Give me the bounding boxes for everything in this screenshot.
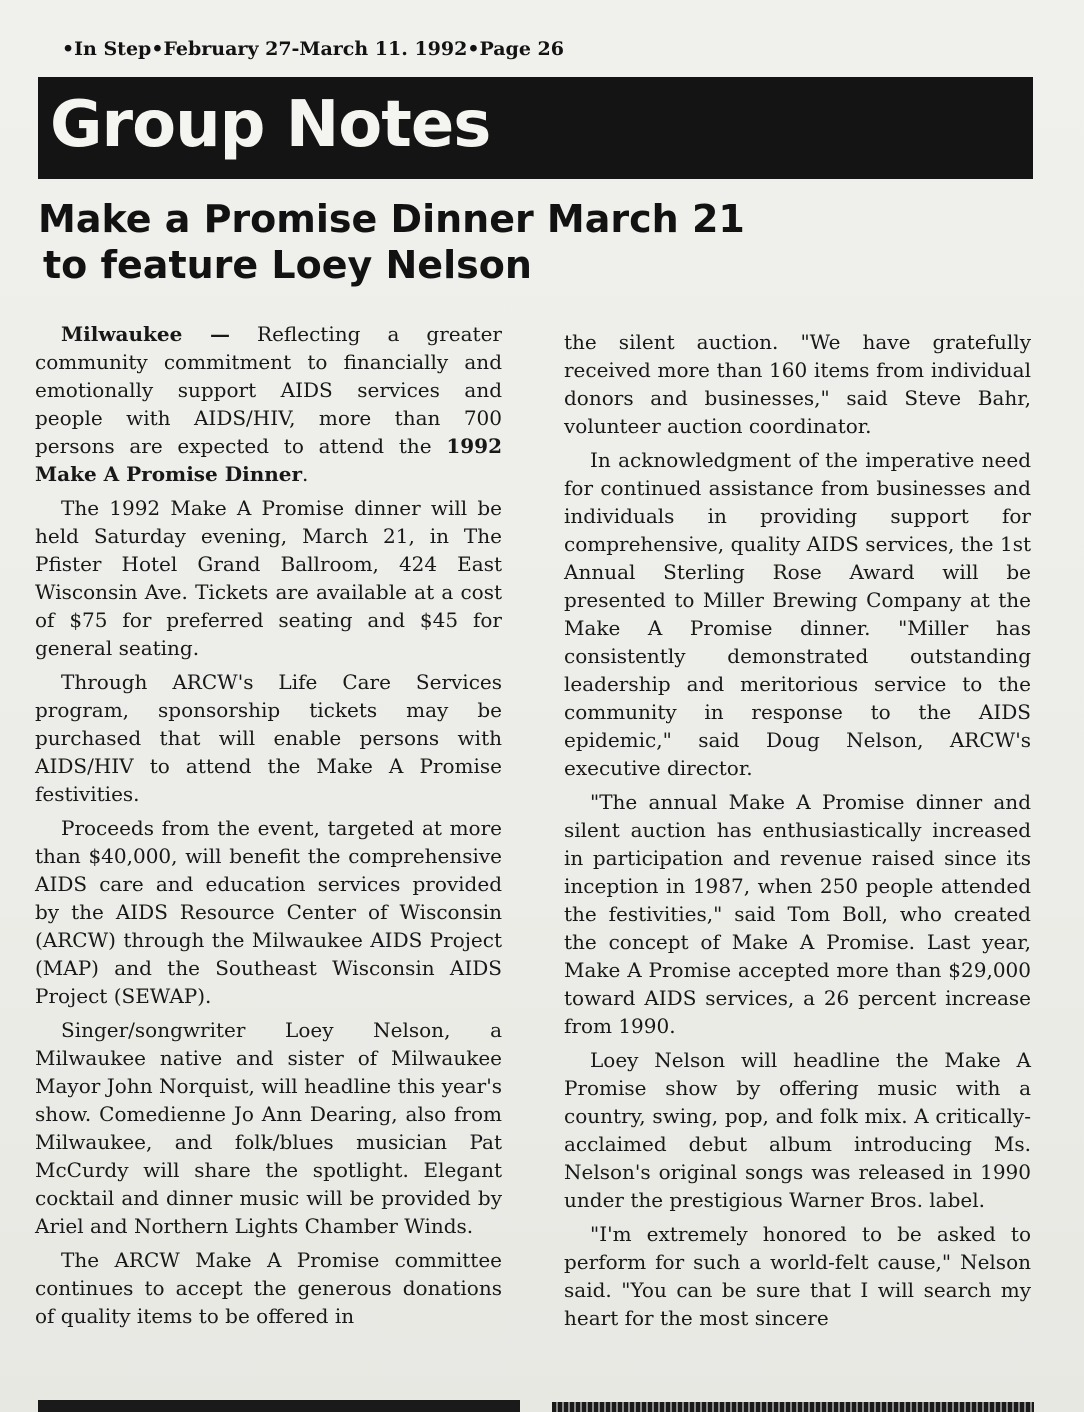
article-paragraph: the silent auction. "We have gratefully received more than 160 items from individual donors and businesses," said Steve Bahr, volunteer auction coordinator.	[564, 330, 1031, 438]
bottom-rule-right	[552, 1402, 1034, 1412]
article-paragraph	[35, 320, 502, 488]
article-paragraph: Proceeds from the event, targeted at more than $40,000, will benefit the comprehensive AIDS care and education services provided by the AIDS Resource Center of Wisconsin (ARCW) through the Milwaukee AIDS Project (MAP) and the Southeast Wisconsin AIDS Project (SEWAP).	[35, 816, 502, 1008]
headline-line-1: Make a Promise Dinner March 21	[38, 197, 745, 241]
article-headline	[38, 196, 838, 288]
article-paragraph: Singer/songwriter Loey Nelson, a Milwaukee native and sister of Milwaukee Mayor John Norquist, will headline this year's show. Comedienne Jo Ann Dearing, also from Milwaukee, and folk/blues musician Pat McCurdy will share the spotlight. Elegant cocktail and dinner music will be provided by Ariel and Northern Lights Chamber Winds.	[35, 1018, 502, 1238]
dateline: Milwaukee —	[61, 322, 230, 346]
section-title: Group Notes	[50, 88, 491, 162]
article-column-left	[35, 320, 502, 1336]
headline-line-2: to feature Loey Nelson	[43, 243, 532, 287]
section-banner	[38, 77, 1033, 179]
paragraph-end: .	[302, 462, 309, 486]
article-paragraph: The ARCW Make A Promise committee continues to accept the generous donations of quality items to be offered in	[35, 1248, 502, 1328]
article-paragraph: Loey Nelson will headline the Make A Promise show by offering music with a country, swing, pop, and folk mix. A critically- acclaimed debut album introducing Ms. Nelson's original songs was released in 1990 under the prestigious Warner Bros. label.	[564, 1048, 1031, 1212]
article-paragraph: Through ARCW's Life Care Services program, sponsorship tickets may be purchased that will enable persons with AIDS/HIV to attend the Make A Promise festivities.	[35, 670, 502, 806]
event-name: 1992 Make A Promise Dinner	[35, 434, 502, 486]
bottom-rule-left	[38, 1400, 520, 1412]
article-paragraph: "I'm extremely honored to be asked to perform for such a world-felt cause," Nelson said. "You can be sure that I will search my heart for the most sincere	[564, 1222, 1031, 1330]
article-column-right	[564, 328, 1031, 1338]
article-paragraph: The 1992 Make A Promise dinner will be held Saturday evening, March 21, in The Pfister Hotel Grand Ballroom, 424 East Wisconsin Ave. Tickets are available at a cost of $75 for preferred seating and $45 for general seating.	[35, 496, 502, 660]
article-paragraph: "The annual Make A Promise dinner and silent auction has enthusiastically increased in participation and revenue raised since its inception in 1987, when 250 people attended the festivities," said Tom Boll, who created the concept of Make A Promise. Last year, Make A Promise accepted more than $29,000 toward AIDS services, a 26 percent increase from 1990.	[564, 790, 1031, 1038]
paragraph-text: Reflecting a greater community commitment to financially and emotionally support AIDS services and people with AIDS/HIV, more than 700 persons are expected to attend the	[35, 322, 502, 458]
article-paragraph: In acknowledgment of the imperative need for continued assistance from businesses and individuals in providing support for comprehensive, quality AIDS services, the 1st Annual Sterling Rose Award will be presented to Miller Brewing Company at the Make A Promise dinner. "Miller has consistently demonstrated outstanding leadership and meritorious service to the community in response to the AIDS epidemic," said Doug Nelson, ARCW's executive director.	[564, 448, 1031, 780]
page-folio: •In Step•February 27-March 11. 1992•Page 26	[62, 38, 564, 60]
